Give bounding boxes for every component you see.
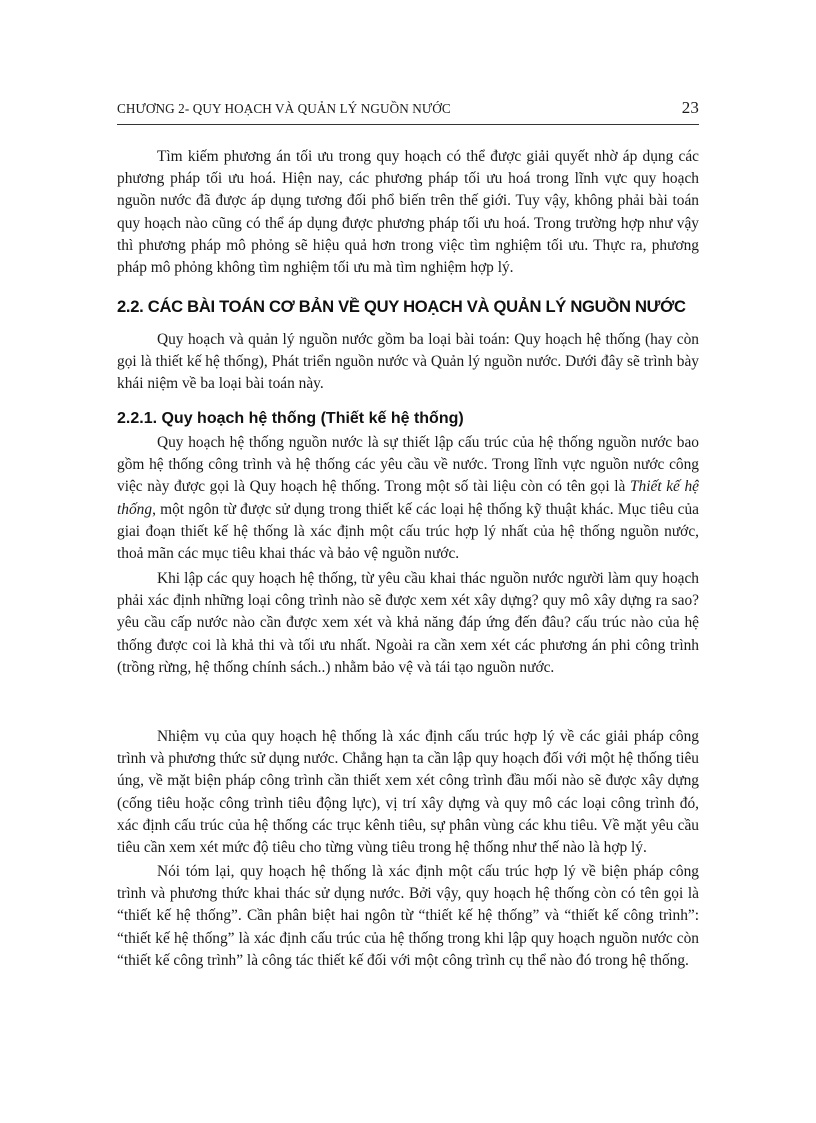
subsection-paragraph-4: Nói tóm lại, quy hoạch hệ thống là xác định một cấu trúc hợp lý về biện pháp công trình và phương thức khai thác sử dụng nước. Bởi vậy, quy hoạch hệ thống còn có tên gọi là “thiết kế hệ thống”. Cần phân biệt hai ngôn từ “thiết kế hệ thống” và “thiết kế công trình”: “thiết kế hệ thống” là xác định cấu trúc của hệ thống trong khi lập quy hoạch nguồn nước còn “thiết kế công trình” là công tác thiết kế đối với một công trình cụ thể nào đó trong hệ thống. (117, 863, 699, 969)
page-number: 23 (681, 98, 699, 117)
paragraph-text: Quy hoạch hệ thống nguồn nước là sự thiết lập cấu trúc của hệ thống nguồn nước bao gồm hệ thống công trình và hệ thống các yêu cầu về nước. Trong lĩnh vực nguồn nước công việc này được gọi là Quy hoạch hệ thống. Trong một số tài liệu còn có tên gọi là (117, 434, 699, 496)
subsection-paragraph-2: Khi lập các quy hoạch hệ thống, từ yêu cầu khai thác nguồn nước người làm quy hoạch phải xác định những loại công trình nào sẽ được xem xét xây dựng? quy mô xây dựng ra sao? yêu cầu cấp nước nào cần được xem xét và khả năng đáp ứng đến đâu? cấu trúc nào của hệ thống được coi là khả thi và tối ưu nhất. Ngoài ra cần xem xét các phương án phi công trình (trồng rừng, hệ thống chính sách..) nhằm bảo vệ và tái tạo nguồn nước. (117, 570, 699, 676)
header-rule (117, 124, 699, 125)
section-heading: 2.2. CÁC BÀI TOÁN CƠ BẢN VỀ QUY HOẠCH VÀ QUẢN LÝ NGUỒN NƯỚC (117, 297, 686, 316)
subsection-heading: 2.2.1. Quy hoạch hệ thống (Thiết kế hệ thống) (117, 410, 464, 427)
intro-paragraph: Tìm kiếm phương án tối ưu trong quy hoạch có thể được giải quyết nhờ áp dụng các phương pháp tối ưu hoá. Hiện nay, các phương pháp tối ưu hoá trong lĩnh vực quy hoạch nguồn nước đã được áp dụng tương đối phổ biến trên thế giới. Tuy vậy, không phải bài toán quy hoạch nào cũng có thể áp dụng được phương pháp tối ưu hoá. Trong trường hợp như vậy thì phương pháp mô phỏng sẽ hiệu quả hơn trong việc tìm nghiệm tối ưu. Thực ra, phương pháp mô phỏng không tìm nghiệm tối ưu mà tìm nghiệm hợp lý. (117, 148, 699, 277)
running-header (117, 98, 699, 117)
paragraph-text: , một ngôn từ được sử dụng trong thiết kế các loại hệ thống kỹ thuật khác. Mục tiêu của giai đoạn thiết kế hệ thống là xác định một cấu trúc hợp lý nhất của hệ thống nguồn nước, thoả mãn các mục tiêu khai thác và bảo vệ nguồn nước. (117, 500, 699, 563)
italic-term: Thiết kế hệ thống (117, 478, 699, 518)
subsection-paragraph-1 (117, 432, 699, 565)
chapter-title: CHƯƠNG 2- QUY HOẠCH VÀ QUẢN LÝ NGUỒN NƯỚC (117, 101, 451, 116)
section-intro-paragraph: Quy hoạch và quản lý nguồn nước gồm ba loại bài toán: Quy hoạch hệ thống (hay còn gọi là thiết kế hệ thống), Phát triển nguồn nước và Quản lý nguồn nước. Dưới đây sẽ trình bày khái niệm về ba loại bài toán này. (117, 331, 699, 393)
subsection-paragraph-3: Nhiệm vụ của quy hoạch hệ thống là xác định cấu trúc hợp lý về các giải pháp công trình và phương thức sử dụng nước. Chẳng hạn ta cần lập quy hoạch đối với một hệ thống tiêu úng, về mặt biện pháp công trình cần thiết xem xét công trình đầu mối nào sẽ được xây dựng (cống tiêu hoặc công trình tiêu động lực), vị trí xây dựng và quy mô các loại công trình đó, xác định cấu trúc của hệ thống các trục kênh tiêu, sự phân vùng các khu tiêu. Về mặt yêu cầu tiêu cần xem xét mức độ tiêu cho từng vùng tiêu trong hệ thống như thế nào là hợp lý. (117, 728, 699, 857)
